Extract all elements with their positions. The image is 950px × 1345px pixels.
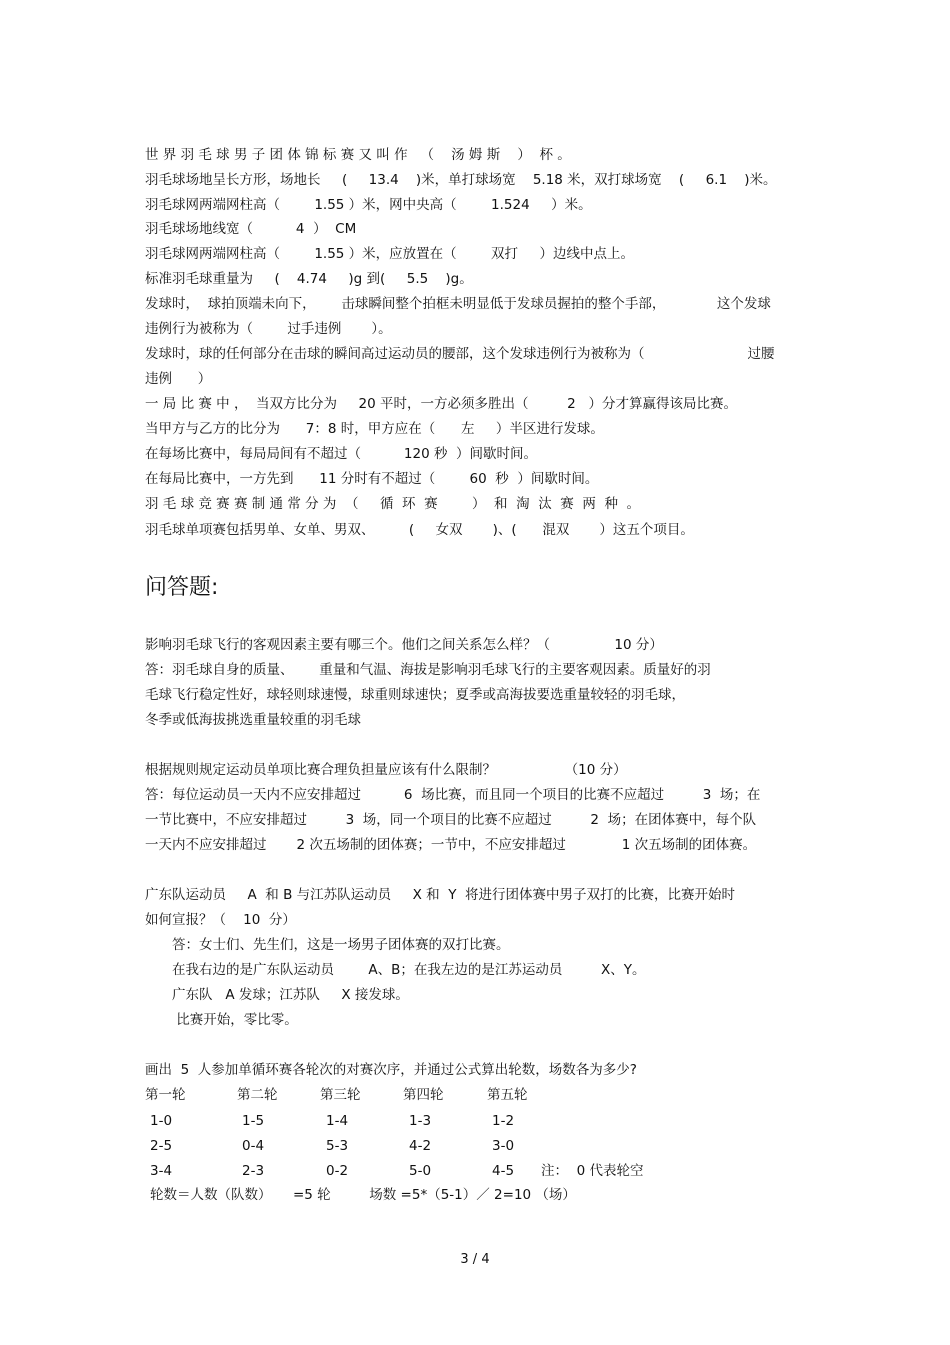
- round-note: 注： 0 代表轮空: [541, 1163, 644, 1179]
- answer-line: 广东队 A 发球；江苏队 X 接发球。: [172, 987, 409, 1003]
- question-line: 根据规则规定运动员单项比赛合理负担量应该有什么限制？ （10 分）: [145, 762, 627, 778]
- round-header: 第四轮: [403, 1087, 444, 1103]
- answer-line: 答：羽毛球自身的质量、 重量和气温、海拔是影响羽毛球飞行的主要客观因素。质量好的羽: [145, 662, 711, 678]
- question-line: 影响羽毛球飞行的客观因素主要有哪三个。他们之间关系怎么样？（ 10 分）: [145, 637, 663, 653]
- round-cell: 2-5: [150, 1138, 173, 1154]
- question-line: 画出 5 人参加单循环赛各轮次的对赛次序，并通过公式算出轮数，场数各为多少?: [145, 1062, 637, 1078]
- round-cell: 1-0: [150, 1113, 173, 1129]
- answer-line: 一节比赛中，不应安排超过 3 场，同一个项目的比赛不应超过 2 场；在团体赛中，每个队: [145, 812, 757, 828]
- round-cell: 1-3: [409, 1113, 432, 1129]
- formula-line: 轮数＝人数（队数） =5 轮 场数 =5*（5-1）／ 2=10 （场）: [150, 1187, 576, 1203]
- round-header: 第二轮: [237, 1087, 278, 1103]
- answer-line: 在我右边的是广东队运动员 A、B；在我左边的是江苏运动员 X、Y。: [172, 962, 646, 978]
- fill-in-line: 在每场比赛中，每局局间有不超过（ 120 秒 ）间歇时间。: [145, 446, 538, 462]
- fill-in-line: 标准羽毛球重量为 ( 4.74 )g 到( 5.5 )g。: [145, 271, 473, 287]
- answer-line: 毛球飞行稳定性好，球轻则球速慢，球重则球速快；夏季或高海拔要选重量较轻的羽毛球，: [145, 687, 685, 703]
- fill-in-line: 羽毛球网两端网柱高（ 1.55 ）米，网中央高（ 1.524 ）米。: [145, 197, 592, 213]
- round-header: 第五轮: [487, 1087, 528, 1103]
- fill-in-line: 羽毛球网两端网柱高（ 1.55 ）米，应放置在（ 双打 ）边线中点上。: [145, 246, 634, 262]
- round-cell: 5-3: [326, 1138, 349, 1154]
- answer-line: 一天内不应安排超过 2 次五场制的团体赛；一节中，不应安排超过 1 次五场制的团体赛。: [145, 837, 757, 853]
- fill-in-line: 世 界 羽 毛 球 男 子 团 体 锦 标 赛 又 叫 作 （ 汤 姆 斯 ） 杯 。: [145, 147, 571, 163]
- round-cell: 4-2: [409, 1138, 432, 1154]
- round-header: 第一轮: [145, 1087, 186, 1103]
- round-cell: 1-2: [492, 1113, 515, 1129]
- page-number: 3 / 4: [460, 1252, 490, 1267]
- fill-in-line: 违例 ）: [145, 371, 212, 387]
- fill-in-line: 当甲方与乙方的比分为 7：8 时，甲方应在（ 左 ）半区进行发球。: [145, 421, 604, 437]
- answer-line: 答：女士们、先生们，这是一场男子团体赛的双打比赛。: [172, 937, 510, 953]
- fill-in-line: 一 局 比 赛 中 ， 当双方比分为 20 平时，一方必须多胜出（ 2 ）分才算赢得该局比赛。: [145, 396, 738, 412]
- question-line: 广东队运动员 A 和 B 与江苏队运动员 X 和 Y 将进行团体赛中男子双打的比赛，比赛开始时: [145, 887, 736, 903]
- round-cell: 5-0: [409, 1163, 432, 1179]
- section-heading: 问答题:: [145, 575, 219, 600]
- round-cell: 0-2: [326, 1163, 349, 1179]
- fill-in-line: 羽毛球单项赛包括男单、女单、男双、 ( 女双 )、( 混双 ）这五个项目。: [145, 522, 694, 538]
- round-header: 第三轮: [320, 1087, 361, 1103]
- round-cell: 4-5: [492, 1163, 515, 1179]
- answer-line: 比赛开始，零比零。: [172, 1012, 298, 1028]
- round-cell: 1-5: [242, 1113, 265, 1129]
- fill-in-line: 羽 毛 球 竞 赛 赛 制 通 常 分 为 （ 循 环 赛 ） 和 淘 汰 赛 两 种 。: [145, 496, 641, 512]
- fill-in-line: 违例行为被称为（ 过手违例 ）。: [145, 321, 392, 337]
- answer-line: 答：每位运动员一天内不应安排超过 6 场比赛，而且同一个项目的比赛不应超过 3 场；在: [145, 787, 761, 803]
- round-cell: 2-3: [242, 1163, 265, 1179]
- fill-in-line: 羽毛球场地线宽（ 4 ） CM: [145, 221, 357, 237]
- fill-in-line: 发球时，球的任何部分在击球的瞬间高过运动员的腰部，这个发球违例行为被称为（ 过腰: [145, 346, 775, 362]
- round-cell: 0-4: [242, 1138, 265, 1154]
- fill-in-line: 在每局比赛中，一方先到 11 分时有不超过（ 60 秒 ）间歇时间。: [145, 471, 599, 487]
- fill-in-line: 羽毛球场地呈长方形，场地长 ( 13.4 )米，单打球场宽 5.18 米，双打球场宽 ( 6.1 )米。: [145, 172, 777, 188]
- fill-in-line: 发球时， 球拍顶端未向下， 击球瞬间整个拍框未明显低于发球员握拍的整个手部， 这个发球: [145, 296, 771, 312]
- round-cell: 3-4: [150, 1163, 173, 1179]
- question-line: 如何宣报？（ 10 分）: [145, 912, 296, 928]
- round-cell: 3-0: [492, 1138, 515, 1154]
- answer-line: 冬季或低海拔挑选重量较重的羽毛球: [145, 712, 361, 728]
- round-cell: 1-4: [326, 1113, 349, 1129]
